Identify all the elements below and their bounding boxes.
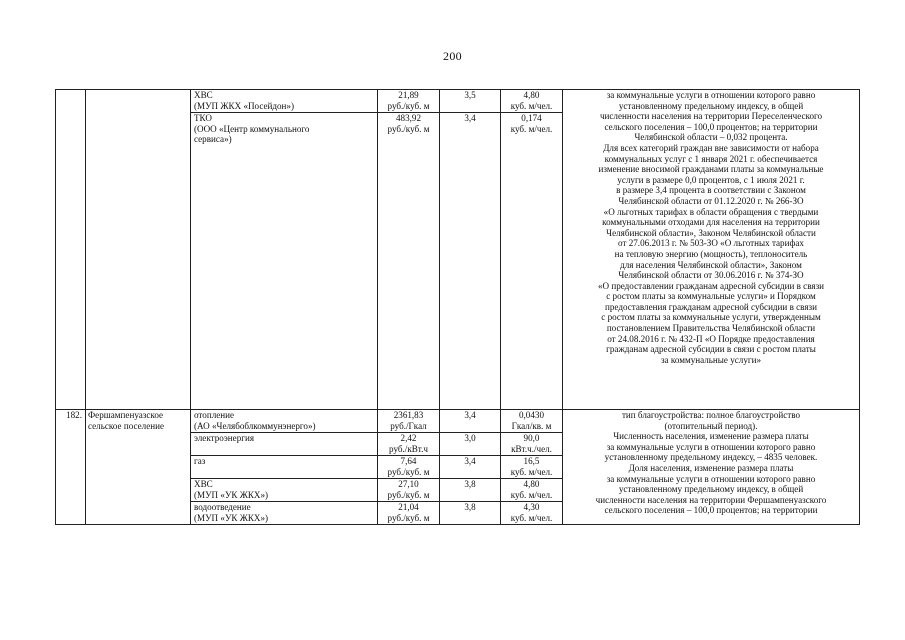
norm-cell [501, 90, 563, 113]
tariff-unit: руб./куб. м [387, 100, 430, 111]
tariff-unit: руб./куб. м [387, 489, 430, 500]
note-line: услуги в размере 0,0 процентов, с 1 июля 2021 г. [617, 174, 805, 185]
note-line: «О предоставлении гражданам адресной субсидии в связи [597, 280, 825, 291]
note-line: за коммунальные услуги в отношении которого равно [606, 473, 816, 484]
tariff-cell [378, 90, 440, 113]
service-provider: (МУП «УК ЖКХ») [194, 489, 269, 500]
service-cell [191, 433, 378, 456]
note-line: Челябинской области от 01.12.2020 г. № 266-ЗО [618, 195, 804, 206]
norm-unit: куб. м/чел. [510, 512, 553, 523]
settlement-name: Фершампенуазское [88, 410, 164, 420]
service-name: водоотведение [194, 502, 251, 512]
note-line: для населения Челябинской области», Законом [620, 259, 802, 270]
norm-value: 16,5 [523, 456, 540, 466]
note-line: Челябинской области», Законом Челябинской области [606, 227, 816, 238]
service-provider: (АО «Челябоблкоммунэнерго») [194, 420, 316, 431]
norm-unit: куб. м/чел. [510, 100, 553, 111]
tariff-unit: руб./куб. м [387, 123, 430, 134]
tariff-unit: руб./куб. м [387, 466, 430, 477]
note-line: изменение вносимой гражданами платы за коммунальные [598, 164, 824, 175]
norm-unit: кВт.ч./чел. [511, 443, 552, 454]
norm-unit: куб. м/чел. [510, 466, 553, 477]
tariff-value: 2,42 [400, 433, 417, 443]
service-provider: (МУП ЖКХ «Посейдон») [194, 100, 295, 111]
norm-cell [501, 433, 563, 456]
note-line: установленному предельному индексу, в общей [618, 100, 804, 111]
norm-cell [501, 113, 563, 410]
service-name: ХВС [194, 479, 213, 489]
service-cell [191, 456, 378, 479]
tariff-value: 21,89 [398, 90, 419, 100]
settlement-name-cell [86, 90, 191, 410]
note-line: гражданам адресной субсидии в связи с ростом платы [606, 344, 816, 355]
tariff-value: 21,04 [398, 502, 419, 512]
norm-cell [501, 479, 563, 502]
note-line: численности населения на территории Переселенческого [599, 111, 823, 122]
norm-cell [501, 456, 563, 479]
norm-unit: куб. м/чел. [510, 489, 553, 500]
index-cell: 3,4 [440, 410, 501, 433]
norm-unit: Гкал/кв. м [511, 420, 552, 431]
index-cell: 3,5 [440, 90, 501, 113]
tariff-value: 7,64 [400, 456, 417, 466]
note-line: от 27.06.2013 г. № 503-ЗО «О льготных тарифах [618, 238, 804, 249]
note-line: на тепловую энергию (мощность), теплоноситель [614, 248, 808, 259]
index-cell: 3,8 [440, 502, 501, 525]
service-name: ХВС [194, 90, 213, 100]
service-name: отопление [194, 410, 235, 420]
table-row [56, 90, 860, 113]
note-line: коммунальных услуг с 1 января 2021 г. обеспечивается [604, 153, 818, 164]
note-line: Доля населения, изменение размера платы [628, 462, 794, 473]
norm-value: 4,80 [523, 479, 540, 489]
note-line: от 24.08.2016 г. № 432-П «О Порядке предоставления [607, 333, 815, 344]
table-row [56, 410, 860, 433]
row-number-cell [56, 90, 86, 410]
note-cell [563, 410, 860, 525]
service-cell [191, 410, 378, 433]
service-provider: (МУП «УК ЖКХ») [194, 512, 269, 523]
service-provider: (ООО «Центр коммунального [194, 123, 310, 134]
norm-unit: куб. м/чел. [510, 123, 553, 134]
tariff-value: 2361,83 [393, 410, 424, 420]
service-cell [191, 113, 378, 410]
index-cell: 3,4 [440, 113, 501, 410]
service-name: электроэнергия [194, 433, 255, 443]
note-line: Численность населения, изменение размера платы [613, 431, 809, 442]
note-line: Челябинской области – 0,032 процента. [634, 132, 788, 143]
note-line: (отопительный период). [664, 420, 758, 431]
settlement-name-cell [86, 410, 191, 525]
norm-value: 4,80 [523, 90, 540, 100]
tariff-unit: руб./куб. м [387, 512, 430, 523]
note-line: численности населения на территории Фершампенуазского [595, 494, 827, 505]
index-cell: 3,4 [440, 456, 501, 479]
tariff-cell [378, 479, 440, 502]
index-cell: 3,8 [440, 479, 501, 502]
norm-value: 4,30 [523, 502, 540, 512]
settlement-name: сельское поселение [88, 420, 164, 431]
note-line: «О льготных тарифах в области обращения с твердыми [603, 206, 819, 217]
service-name: газ [194, 456, 206, 466]
norm-cell [501, 410, 563, 433]
service-name: ТКО [194, 113, 212, 123]
norm-value: 90,0 [523, 433, 540, 443]
note-line: предоставления гражданам адресной субсидии в связи [604, 301, 817, 312]
norm-value: 0,174 [521, 113, 542, 123]
tariff-value: 27,10 [398, 479, 419, 489]
tariff-unit: руб./Гкал [390, 420, 427, 431]
note-line: установленному предельному индексу, – 4835 человек. [604, 452, 818, 463]
norm-cell [501, 502, 563, 525]
note-line: установленному предельному индексу, в общей [618, 484, 804, 495]
service-cell [191, 90, 378, 113]
page-number: 200 [443, 49, 462, 63]
note-line: сельского поселения – 100,0 процентов; на территории [604, 505, 818, 516]
note-line: сельского поселения – 100,0 процентов; на территории [604, 121, 818, 132]
note-line: тип благоустройства: полное благоустройство [621, 410, 801, 420]
service-provider: сервиса») [194, 134, 232, 145]
tariff-cell [378, 113, 440, 410]
service-cell [191, 502, 378, 525]
note-line: с ростом платы за коммунальные услуги, утвержденным [601, 312, 821, 323]
service-cell [191, 479, 378, 502]
note-line: коммунальными отходами для населения на территории [602, 217, 820, 228]
tariff-unit: руб./кВт.ч [389, 443, 428, 454]
note-line: в размере 3,4 процента в соответствии с Законом [616, 185, 806, 196]
note-line: за коммунальные услуги в отношении которого равно [606, 90, 816, 100]
note-line: за коммунальные услуги в отношении которого равно [606, 441, 816, 452]
note-line: за коммунальные услуги» [660, 354, 762, 365]
note-line: Для всех категорий граждан вне зависимости от набора [603, 142, 819, 153]
note-line: Челябинской области от 30.06.2016 г. № 374-ЗО [618, 270, 804, 281]
tariff-cell [378, 433, 440, 456]
note-line: с ростом платы за коммунальные услуги» и Порядком [606, 291, 816, 302]
tariff-cell [378, 502, 440, 525]
index-cell: 3,0 [440, 433, 501, 456]
tariff-value: 483,92 [395, 113, 421, 123]
norm-value: 0,0430 [518, 410, 544, 420]
note-line: постановлением Правительства Челябинской области [606, 323, 816, 334]
note-cell [563, 90, 860, 410]
row-number-cell: 182. [56, 410, 86, 525]
tariff-cell [378, 456, 440, 479]
tariff-table [55, 89, 860, 525]
tariff-cell [378, 410, 440, 433]
